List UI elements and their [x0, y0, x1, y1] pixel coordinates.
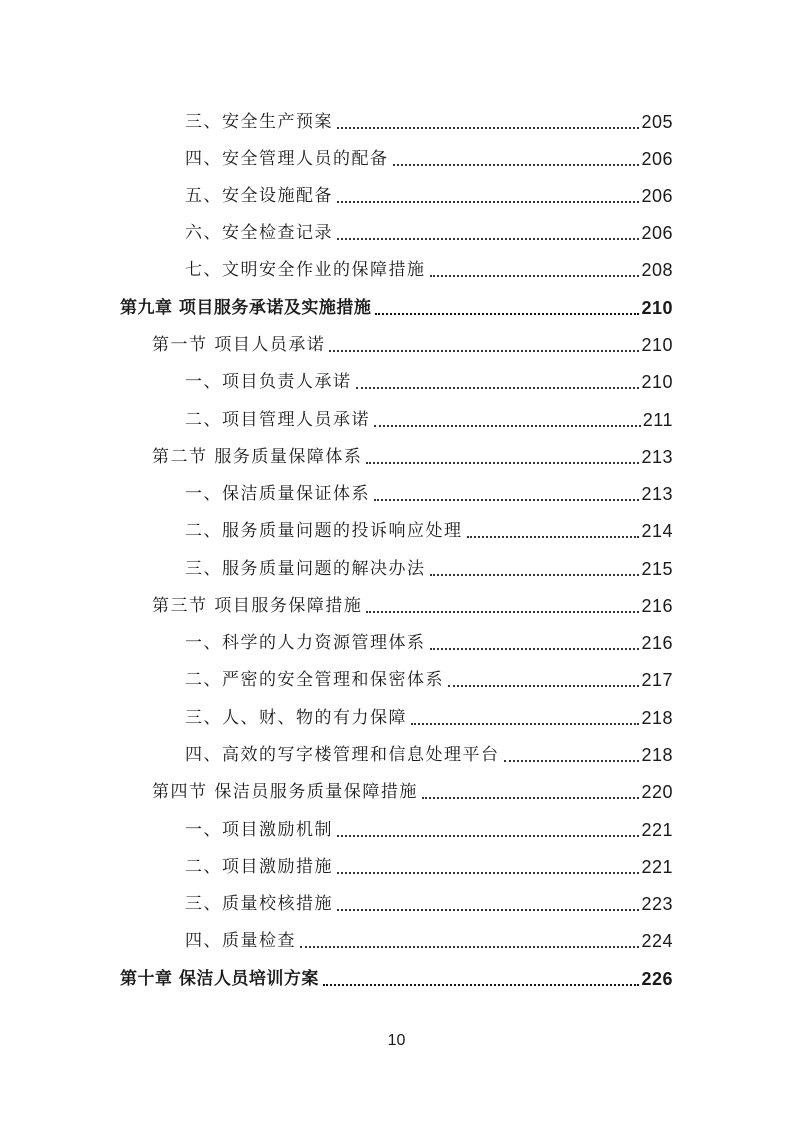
- dot-leader: [337, 871, 639, 874]
- toc-entry-title: 四、高效的写字楼管理和信息处理平台: [185, 745, 500, 765]
- toc-entry-title: 第一节 项目人员承诺: [152, 335, 326, 355]
- toc-entry-title: 二、严密的安全管理和保密体系: [185, 670, 444, 690]
- toc-entry-page: 216: [641, 596, 673, 616]
- toc-entry-title: 三、质量校核措施: [185, 894, 333, 914]
- toc-entry[interactable]: [185, 363, 673, 393]
- toc-entry-title: 第九章 项目服务承诺及实施措施: [120, 298, 372, 318]
- toc-section-entry[interactable]: [152, 438, 673, 468]
- dot-leader: [375, 312, 639, 315]
- toc-entry-title: 三、安全生产预案: [185, 112, 333, 132]
- toc-entry-page: 221: [641, 820, 673, 840]
- toc-entry[interactable]: [185, 512, 673, 542]
- toc-entry[interactable]: [185, 661, 673, 691]
- toc-section-entry[interactable]: [152, 326, 673, 356]
- toc-entry-title: 一、项目负责人承诺: [185, 372, 352, 392]
- toc-entry-title: 第四节 保洁员服务质量保障措施: [152, 782, 418, 802]
- toc-entry-title: 六、安全检查记录: [185, 223, 333, 243]
- toc-entry[interactable]: [185, 251, 673, 281]
- toc-entry-page: 215: [641, 559, 673, 579]
- toc-entry-page: 216: [641, 633, 673, 653]
- dot-leader: [374, 498, 639, 501]
- toc-entry[interactable]: [185, 214, 673, 244]
- toc-entry-page: 206: [641, 149, 673, 169]
- toc-entry-page: 217: [641, 670, 673, 690]
- toc-entry[interactable]: [185, 140, 673, 170]
- toc-entry-page: 210: [641, 372, 673, 392]
- toc-entry-title: 二、项目管理人员承诺: [185, 410, 370, 430]
- toc-entry-page: 224: [641, 931, 673, 951]
- toc-chapter-entry[interactable]: [120, 289, 673, 319]
- toc-entry-page: 218: [641, 745, 673, 765]
- dot-leader: [430, 274, 640, 277]
- dot-leader: [337, 834, 639, 837]
- toc-entry-page: 210: [641, 298, 673, 318]
- toc-entry-page: 220: [641, 782, 673, 802]
- toc-entry[interactable]: [185, 922, 673, 952]
- toc-section-entry[interactable]: [152, 773, 673, 803]
- dot-leader: [411, 722, 639, 725]
- dot-leader: [366, 610, 639, 613]
- toc-entry[interactable]: [185, 624, 673, 654]
- dot-leader: [393, 163, 640, 166]
- toc-entry-title: 三、服务质量问题的解决办法: [185, 559, 426, 579]
- toc-section-entry[interactable]: [152, 587, 673, 617]
- dot-leader: [467, 535, 640, 538]
- dot-leader: [374, 424, 641, 427]
- toc-entry-page: 208: [641, 260, 673, 280]
- toc-entry[interactable]: [185, 103, 673, 133]
- toc-entry[interactable]: [185, 848, 673, 878]
- toc-entry-page: 211: [642, 410, 673, 430]
- toc-entry-page: 223: [641, 894, 673, 914]
- toc-entry-title: 二、项目激励措施: [185, 857, 333, 877]
- dot-leader: [430, 647, 640, 650]
- dot-leader: [448, 684, 639, 687]
- toc-entry-title: 四、安全管理人员的配备: [185, 149, 389, 169]
- dot-leader: [504, 759, 640, 762]
- toc-entry-title: 一、科学的人力资源管理体系: [185, 633, 426, 653]
- toc-chapter-entry[interactable]: [120, 960, 673, 990]
- page-number: 10: [387, 1032, 406, 1049]
- toc-entry[interactable]: [185, 885, 673, 915]
- dot-leader: [422, 796, 640, 799]
- toc-entry-title: 第十章 保洁人员培训方案: [120, 969, 319, 989]
- toc-entry-page: 213: [641, 484, 673, 504]
- toc-entry-page: 218: [641, 708, 673, 728]
- dot-leader: [366, 461, 639, 464]
- dot-leader: [337, 126, 639, 129]
- toc-entry-page: 214: [641, 521, 673, 541]
- dot-leader: [323, 983, 640, 986]
- dot-leader: [337, 200, 639, 203]
- toc-entry-page: 221: [641, 857, 673, 877]
- toc-entry[interactable]: [185, 699, 673, 729]
- toc-entry[interactable]: [185, 811, 673, 841]
- toc-entry-title: 五、安全设施配备: [185, 186, 333, 206]
- toc-entry-title: 一、保洁质量保证体系: [185, 484, 370, 504]
- toc-entry-title: 三、人、财、物的有力保障: [185, 708, 407, 728]
- toc-entry-page: 205: [641, 112, 673, 132]
- dot-leader: [300, 945, 639, 948]
- dot-leader: [430, 573, 640, 576]
- dot-leader: [337, 908, 639, 911]
- toc-entry-title: 第三节 项目服务保障措施: [152, 596, 363, 616]
- toc-entry-title: 二、服务质量问题的投诉响应处理: [185, 521, 463, 541]
- toc-entry[interactable]: [185, 401, 673, 431]
- toc-entry-title: 一、项目激励机制: [185, 820, 333, 840]
- dot-leader: [356, 386, 640, 389]
- toc-entry[interactable]: [185, 475, 673, 505]
- dot-leader: [337, 237, 639, 240]
- toc-entry[interactable]: [185, 736, 673, 766]
- toc-entry-page: 206: [641, 186, 673, 206]
- toc-entry-title: 四、质量检查: [185, 931, 296, 951]
- dot-leader: [329, 349, 639, 352]
- toc-entry-page: 206: [641, 223, 673, 243]
- toc-entry-page: 226: [641, 969, 673, 989]
- toc-entry-title: 第二节 服务质量保障体系: [152, 447, 363, 467]
- toc-entry[interactable]: [185, 177, 673, 207]
- toc-entry[interactable]: [185, 550, 673, 580]
- toc-entry-page: 213: [641, 447, 673, 467]
- toc-entry-title: 七、文明安全作业的保障措施: [185, 260, 426, 280]
- toc-entry-page: 210: [641, 335, 673, 355]
